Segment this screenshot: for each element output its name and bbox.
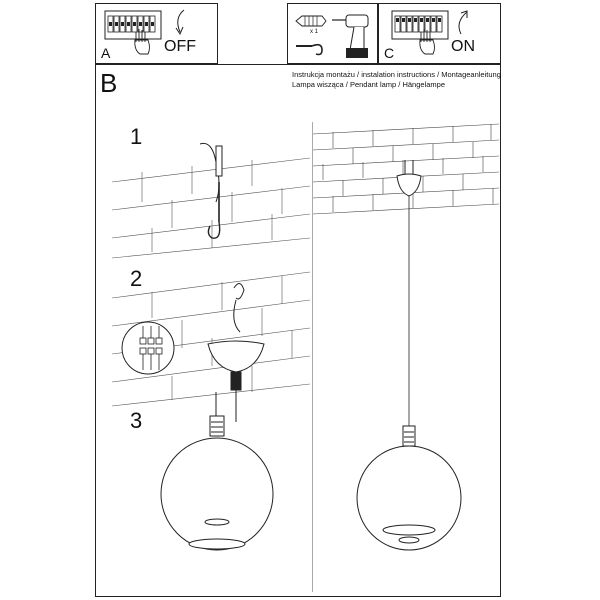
hand-icon	[132, 26, 154, 56]
panel-a-off-label: OFF	[164, 38, 196, 55]
panel-a-letter: A	[101, 45, 111, 61]
step-1-number: 1	[130, 124, 143, 149]
caption-line-2: Lampa wisząca / Pendant lamp / Hängelampe	[292, 80, 446, 89]
final-assembly-illustration	[313, 120, 499, 590]
screw-hook-icon	[294, 38, 328, 58]
step-3-number: 3	[130, 408, 143, 433]
arrow-up-icon	[453, 8, 475, 36]
wall-plug-icon	[294, 14, 328, 28]
hand-icon	[417, 26, 439, 56]
panel-c-switch-on	[378, 3, 501, 64]
panel-c-on-label: ON	[451, 38, 475, 55]
arrow-down-icon	[170, 8, 190, 36]
quantity-label: x 1	[310, 29, 319, 35]
panel-tools	[287, 3, 378, 64]
section-b-letter: B	[100, 68, 118, 98]
installation-steps-illustration	[112, 122, 310, 590]
step-2-number: 2	[130, 266, 143, 291]
caption-line-1: Instrukcja montażu / instalation instructions / Montageanleitung	[292, 70, 501, 79]
drill-icon	[330, 10, 374, 60]
panel-a-switch-off	[95, 3, 218, 64]
panel-c-letter: C	[384, 45, 395, 61]
